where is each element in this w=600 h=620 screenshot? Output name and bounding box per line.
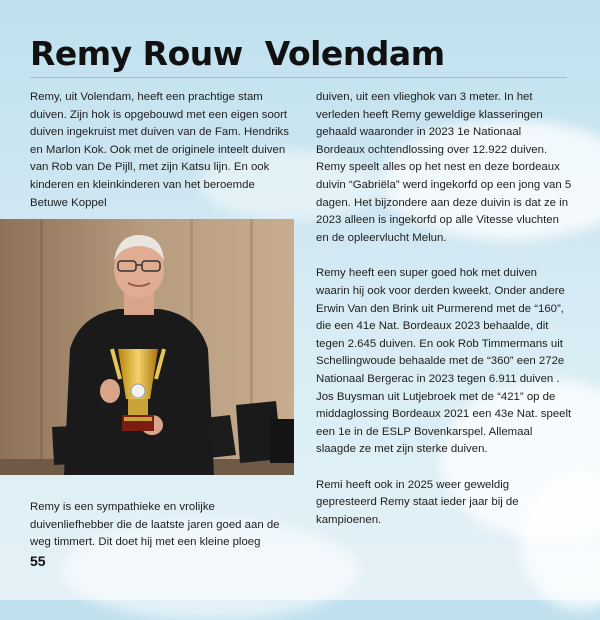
intro-paragraph: Remy, uit Volendam, heeft een prachtige stam duiven. Zijn hok is opgebouwd met een eigen soort duiven ingekruist met duiven van de Fam. Hendriks en Marlon Kok. Ook met de originele inteelt duiven van Rob van De Pijll, met zijn Katsu lijn. En ook kinderen en kleinkinderen van het beroemde Betuwe Koppel [30, 91, 289, 209]
right-column [316, 89, 572, 530]
portrait-illustration [0, 219, 294, 475]
portrait-photo [0, 219, 294, 475]
personality-paragraph: Remy is een sympathieke en vrolijke duivenliefhebber die de laatste jaren goed aan de weg timmert. Dit doet hij met een kleine ploeg [30, 501, 280, 549]
title-divider [30, 77, 567, 78]
breeding-paragraph: Remy heeft een super goed hok met duiven waarin hij ook voor derden kweekt. Onder andere Erwin Van den Brink uit Purmerend met de “160”, die een 41e Nat. Bordeaux 2023 behaalde, dit tegen 2.645 duiven. En ook Rob Timmermans uit Schellingwoude behaalde met de “360” een 272e Nationaal Bergerac in 2023 tegen 6.911 duiven . Jos Buysman uit Lutjebroek met de “421” op de middaglossing Bordeaux 2021 een 43e Nat. speelt een 1e in de ESLP Bovenkarspel. Allemaal slaagde ze met zijn sterke duiven. [316, 267, 572, 456]
left-column-bottom [30, 499, 292, 552]
page-title: Remy Rouw Volendam [30, 34, 445, 73]
results-paragraph: duiven, uit een vlieghok van 3 meter. In het verleden heeft Remy geweldige klasseringen gehaald waaronder in 2023 1e Nationaal Bordeaux ochtendlossing over 12.922 duiven. Remy speelt alles op het nest en deze bordeaux duivin “Gabriëla” werd ingekorfd op een jong van 5 dagen. Het bijzondere aan deze duivin is dat ze in 2023 alleen is ingekorfd op alle Vitesse vluchten en de opleervlucht Melun. [316, 91, 572, 244]
closing-paragraph: Remi heeft ook in 2025 weer geweldig gepresteerd Remy staat ieder jaar bij de kampioenen. [316, 478, 519, 527]
left-column-top [30, 89, 292, 212]
page-number: 55 [30, 553, 46, 569]
